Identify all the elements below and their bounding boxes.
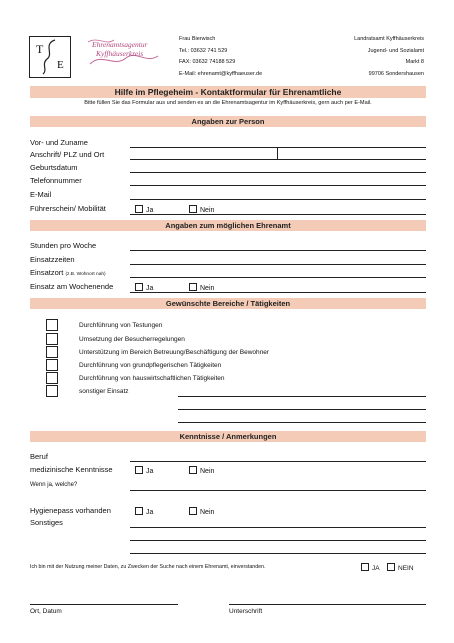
- medical-which-label: Wenn ja, welche?: [30, 482, 78, 488]
- other-field-1[interactable]: [130, 527, 426, 528]
- job-field[interactable]: [130, 461, 426, 462]
- area-other-label: sonstiger Einsatz: [79, 388, 129, 395]
- ts-logo: [29, 36, 71, 78]
- address-divider: [277, 147, 278, 159]
- section-person-title: Angaben zur Person: [191, 117, 265, 126]
- contact-person: Frau Bierwisch: [179, 36, 216, 42]
- area-housekeeping-label: Durchführung von hauswirtschaftlichen Tätigkeiten: [79, 375, 225, 382]
- other-field-2[interactable]: [130, 540, 426, 541]
- license-no-label: Nein: [200, 207, 215, 214]
- area-testing-checkbox[interactable]: [46, 319, 58, 331]
- consent-yes-option[interactable]: [361, 563, 380, 573]
- hygiene-no-checkbox[interactable]: [189, 507, 197, 515]
- other-field-3[interactable]: [130, 553, 426, 554]
- area-care-support-checkbox[interactable]: [46, 346, 58, 358]
- page-title: Hilfe im Pflegeheim - Kontaktformular für Ehrenamtliche: [114, 87, 342, 97]
- area-basic-care-checkbox[interactable]: [46, 359, 58, 371]
- hygiene-no-option[interactable]: [189, 507, 214, 517]
- phone-label: Telefonnummer: [30, 176, 82, 185]
- consent-yes-checkbox[interactable]: [361, 563, 369, 571]
- medical-no-label: Nein: [200, 468, 215, 475]
- weekend-label: Einsatz am Wochenende: [30, 282, 114, 291]
- address-department: Jugend- und Sozialamt: [367, 47, 424, 54]
- address-office: Landratsamt Kyffhäuserkreis: [354, 36, 424, 42]
- medical-yes-option[interactable]: [135, 466, 153, 476]
- location-label: [30, 268, 106, 279]
- phone-field[interactable]: [130, 185, 426, 186]
- email-field[interactable]: [130, 199, 426, 200]
- agency-logo: [84, 34, 162, 74]
- area-testing-label: Durchführung von Testungen: [79, 322, 163, 329]
- location-label-text: Einsatzort: [30, 268, 64, 277]
- license-yes-checkbox[interactable]: [135, 205, 143, 213]
- area-visitor-rules-checkbox[interactable]: [46, 333, 58, 345]
- consent-text: Ich bin mit der Nutzung meiner Daten, zu Zwecken der Suche nach einem Ehrenamt, einverstanden.: [30, 564, 266, 570]
- consent-yes-label: JA: [372, 565, 380, 572]
- hygiene-yes-label: Ja: [146, 509, 154, 516]
- area-visitor-rules-label: Umsetzung der Besucherregelungen: [79, 336, 185, 343]
- license-no-checkbox[interactable]: [189, 205, 197, 213]
- times-field[interactable]: [130, 264, 426, 265]
- area-other-field-3[interactable]: [178, 422, 426, 423]
- logo-letter-e: E: [57, 59, 64, 71]
- weekend-no-checkbox[interactable]: [189, 283, 197, 291]
- birthdate-field[interactable]: [130, 172, 426, 173]
- address-block: [300, 36, 424, 78]
- address-field[interactable]: [130, 159, 426, 160]
- area-care-support-label: Unterstützung im Bereich Betreuung/Beschäftigung der Bewohner: [79, 349, 270, 356]
- address-city: 99706 Sondershausen: [368, 70, 424, 77]
- address-street: Markt 8: [405, 59, 424, 65]
- weekend-yes-checkbox[interactable]: [135, 283, 143, 291]
- other-label: Sonstiges: [30, 518, 63, 527]
- area-other-field-1[interactable]: [178, 396, 426, 397]
- license-yes-label: Ja: [146, 207, 154, 214]
- signature-label: Unterschrift: [229, 608, 263, 615]
- times-label: Einsatzzeiten: [30, 255, 75, 264]
- agency-logo-line-2: Kyffhäuserkreis: [96, 49, 144, 58]
- license-field[interactable]: [130, 214, 426, 215]
- job-label: Beruf: [30, 452, 48, 461]
- contact-email: E-Mail: ehrenamt@kyffhaeuser.de: [179, 70, 263, 77]
- email-label: E-Mail: [30, 190, 52, 199]
- section-volunteer-header: [30, 220, 426, 231]
- consent-no-label: NEIN: [398, 565, 414, 572]
- weekend-no-label: Nein: [200, 285, 215, 292]
- license-label: Führerschein/ Mobilität: [30, 204, 106, 213]
- contact-block: [179, 36, 299, 78]
- location-field[interactable]: [130, 277, 426, 278]
- name-label: Vor- und Zuname: [30, 138, 88, 147]
- location-hint: (z.B. Wohnort nah): [65, 272, 106, 277]
- section-areas-header: [30, 298, 426, 309]
- area-other-field-2[interactable]: [178, 409, 426, 410]
- area-other-checkbox[interactable]: [46, 385, 58, 397]
- place-date-label: Ort, Datum: [30, 608, 62, 615]
- hygiene-label: Hygienepass vorhanden: [30, 506, 111, 515]
- signature-line[interactable]: [229, 604, 426, 605]
- title-bar: [30, 86, 426, 98]
- logo-letter-t: T: [36, 42, 44, 56]
- medical-no-option[interactable]: [189, 466, 214, 476]
- medical-no-checkbox[interactable]: [189, 466, 197, 474]
- medical-which-field[interactable]: [130, 490, 426, 491]
- address-label: Anschrift/ PLZ und Ort: [30, 150, 105, 159]
- weekend-yes-label: Ja: [146, 285, 154, 292]
- hygiene-yes-option[interactable]: [135, 507, 153, 517]
- consent-no-option[interactable]: [387, 563, 414, 573]
- weekend-field[interactable]: [130, 292, 426, 293]
- medical-yes-checkbox[interactable]: [135, 466, 143, 474]
- hours-label: Stunden pro Woche: [30, 241, 97, 250]
- hygiene-no-label: Nein: [200, 509, 215, 516]
- form-instructions: Bitte füllen Sie das Formular aus und senden es an die Ehrenamtsagentur im Kyffhäuserkreis, gern auch per E-Mail.: [84, 100, 372, 106]
- medical-label: medizinische Kenntnisse: [30, 465, 113, 474]
- contact-fax: FAX: 03632 74188 529: [179, 59, 236, 65]
- section-volunteer-title: Angaben zum möglichen Ehrenamt: [165, 221, 291, 230]
- contact-phone: Tel.: 03632 741 529: [179, 47, 228, 54]
- section-knowledge-header: [30, 431, 426, 442]
- area-basic-care-label: Durchführung von grundpflegerischen Tätigkeiten: [79, 362, 222, 369]
- medical-yes-label: Ja: [146, 468, 154, 475]
- agency-logo-line-1: Ehrenamtsagentur: [92, 40, 148, 49]
- birthdate-label: Geburtsdatum: [30, 163, 78, 172]
- section-person-header: [30, 116, 426, 127]
- section-areas-title: Gewünschte Bereiche / Tätigkeiten: [165, 299, 291, 308]
- name-field[interactable]: [130, 147, 426, 148]
- hygiene-yes-checkbox[interactable]: [135, 507, 143, 515]
- place-date-line[interactable]: [30, 604, 178, 605]
- consent-no-checkbox[interactable]: [387, 563, 395, 571]
- logo-s-curve: [30, 37, 70, 77]
- section-knowledge-title: Kenntnisse / Anmerkungen: [179, 432, 277, 441]
- area-housekeeping-checkbox[interactable]: [46, 372, 58, 384]
- hours-field[interactable]: [130, 250, 426, 251]
